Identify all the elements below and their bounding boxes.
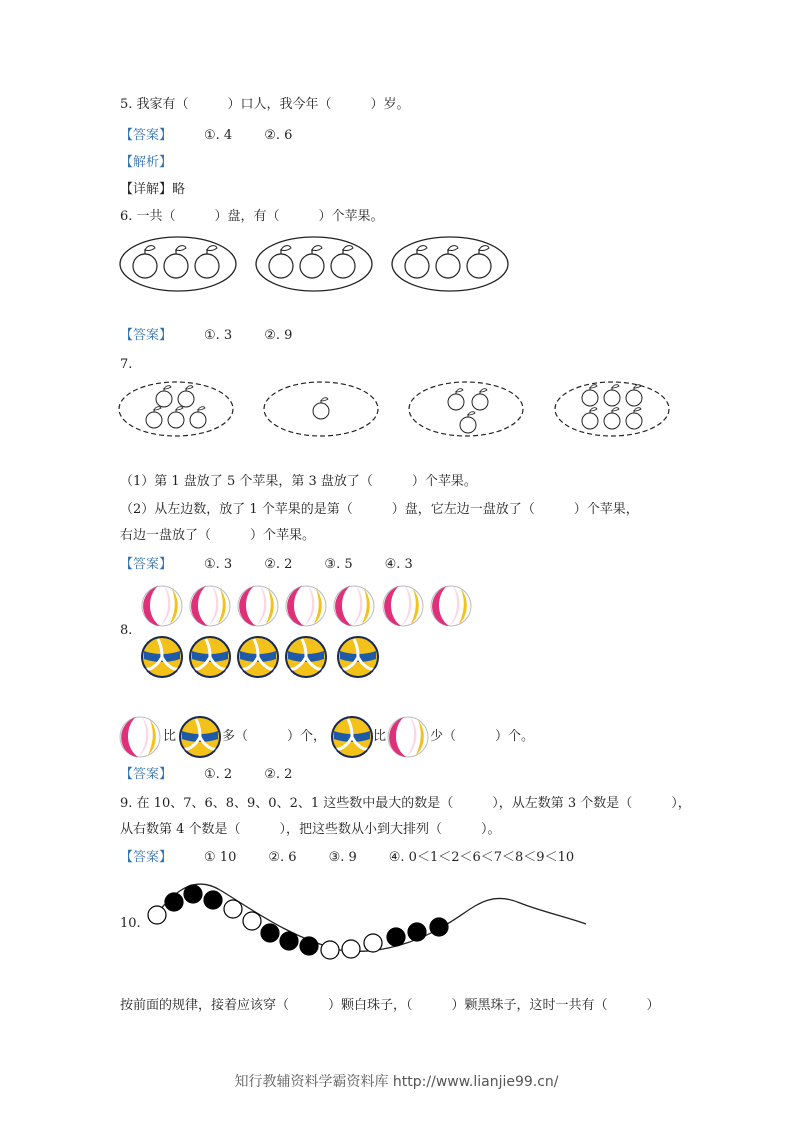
answer-2: ②. 2 <box>264 557 293 572</box>
apple-icon <box>178 386 194 407</box>
volleyball-icon <box>330 715 374 759</box>
beach-ball-icon <box>286 586 326 626</box>
apple-icon <box>190 407 206 428</box>
q7-sub2a: （2）从左边数，放了 1 个苹果的是第（ ）盘，它左边一盘放了（ ）个苹果， <box>120 502 639 517</box>
beach-ball-icon <box>334 586 374 626</box>
q6-plates-figure <box>118 234 513 294</box>
apple-icon <box>582 408 598 429</box>
bead-layer <box>148 885 448 959</box>
plate-4 <box>555 382 669 436</box>
black-bead <box>204 891 222 909</box>
answer-tag: 【答案】 <box>120 328 173 343</box>
q5-detail: 【详解】略 <box>120 182 186 197</box>
white-bead <box>224 900 242 918</box>
answer-2: ②. 6 <box>268 850 297 865</box>
q7-sub2b: 右边一盘放了（ ）个苹果。 <box>120 528 316 543</box>
answer-2: ②. 2 <box>264 767 293 782</box>
answer-3: ③. 9 <box>328 850 357 865</box>
apple-icon <box>331 246 355 278</box>
volleyball-icon <box>190 637 230 677</box>
black-bead <box>280 932 298 950</box>
answer-4: ④. 3 <box>384 557 413 572</box>
plate-1 <box>119 382 233 436</box>
answer-tag: 【答案】 <box>120 850 173 865</box>
apple-icon <box>626 385 642 406</box>
beach-ball-icon <box>386 715 430 759</box>
footer-watermark: 知行教辅资料学霸资料库 http://www.lianjie99.cn/ <box>234 1074 559 1090</box>
black-bead <box>261 924 279 942</box>
black-bead <box>184 885 202 903</box>
plate-3 <box>409 382 523 436</box>
q8-number: 8. <box>120 623 133 638</box>
apple-icon <box>582 385 598 406</box>
black-bead <box>300 937 318 955</box>
apple-icon <box>146 407 162 428</box>
answer-tag: 【答案】 <box>120 767 173 782</box>
plate-1 <box>120 237 236 291</box>
bead-string-figure <box>140 878 600 963</box>
apple-icon <box>269 246 293 278</box>
q10-question: 按前面的规律，接着应该穿（ ）颗白珠子，（ ）颗黑珠子，这时一共有（ ） <box>120 998 660 1013</box>
apple-icon <box>467 246 491 278</box>
beach-ball-icon <box>431 586 471 626</box>
apple-icon <box>313 398 329 419</box>
q9-line1: 9. 在 10、7、6、8、9、0、2、1 这些数中最大的数是（ ），从左数第 3 个数是（ ）， <box>120 796 691 811</box>
black-bead <box>387 928 405 946</box>
apple-icon <box>448 389 464 410</box>
white-bead <box>321 941 339 959</box>
q9-line2: 从右数第 4 个数是（ ），把这些数从小到大排列（ ）。 <box>120 822 501 837</box>
answer-1: ①. 4 <box>204 128 233 143</box>
answer-1: ①. 2 <box>204 767 233 782</box>
beach-ball-icon <box>118 715 162 759</box>
volleyball-icon <box>238 637 278 677</box>
apple-icon <box>436 246 460 278</box>
white-bead <box>243 912 261 930</box>
apple-icon <box>405 246 429 278</box>
q6-answer-row <box>120 327 292 345</box>
apple-icon <box>195 246 219 278</box>
apple-icon <box>164 246 188 278</box>
q7-answer-row <box>120 556 413 574</box>
apple-icon <box>460 412 476 433</box>
apple-icon <box>133 246 157 278</box>
apple-icon <box>156 386 172 407</box>
white-bead <box>364 934 382 952</box>
answer-2: ②. 9 <box>264 328 293 343</box>
q5-answer-row <box>120 127 292 145</box>
answer-4: ④. 0＜1＜2＜6＜7＜8＜9＜10 <box>388 850 575 865</box>
apple-icon <box>168 407 184 428</box>
apple-icon <box>300 246 324 278</box>
apple-icon <box>472 389 488 410</box>
volleyball-icon <box>178 715 222 759</box>
apple-icon <box>604 408 620 429</box>
word-than-2: 比 <box>373 729 387 744</box>
beach-ball-row <box>140 584 480 628</box>
beach-ball-icon <box>238 586 278 626</box>
black-bead <box>408 923 426 941</box>
answer-1: ① 10 <box>204 850 237 865</box>
q7-number: 7. <box>120 357 133 372</box>
q5-analysis-tag: 【解析】 <box>120 155 173 170</box>
word-than-1: 比 <box>163 729 177 744</box>
q5-question: 5. 我家有（ ）口人，我今年（ ）岁。 <box>120 97 410 112</box>
beach-ball-icon <box>383 586 423 626</box>
q9-answer-row <box>120 849 574 867</box>
plate-2 <box>256 237 372 291</box>
q8-blank-1: 多（ ）个， <box>222 729 327 744</box>
q6-question: 6. 一共（ ）盘，有（ ）个苹果。 <box>120 209 384 224</box>
volleyball-icon <box>338 637 378 677</box>
plate-3 <box>392 237 508 291</box>
beach-ball-icon <box>142 586 182 626</box>
beach-ball-icon <box>190 586 230 626</box>
volleyball-icon <box>142 637 182 677</box>
plate-2 <box>264 382 378 436</box>
q10-number: 10. <box>120 916 141 931</box>
answer-3: ③. 5 <box>324 557 353 572</box>
apple-icon <box>626 408 642 429</box>
q8-blank-2: 少（ ）个。 <box>430 729 535 744</box>
volleyball-icon <box>286 637 326 677</box>
volleyball-row <box>140 635 390 679</box>
answer-tag: 【答案】 <box>120 128 173 143</box>
answer-1: ①. 3 <box>204 557 233 572</box>
white-bead <box>342 940 360 958</box>
answer-tag: 【答案】 <box>120 557 173 572</box>
apple-icon <box>604 385 620 406</box>
q8-answer-row <box>120 766 292 784</box>
black-bead <box>165 893 183 911</box>
answer-1: ①. 3 <box>204 328 233 343</box>
black-bead <box>430 918 448 936</box>
white-bead <box>148 906 166 924</box>
q7-plates-figure <box>118 380 673 440</box>
answer-2: ②. 6 <box>264 128 293 143</box>
q7-sub1: （1）第 1 盘放了 5 个苹果，第 3 盘放了（ ）个苹果。 <box>120 474 477 489</box>
